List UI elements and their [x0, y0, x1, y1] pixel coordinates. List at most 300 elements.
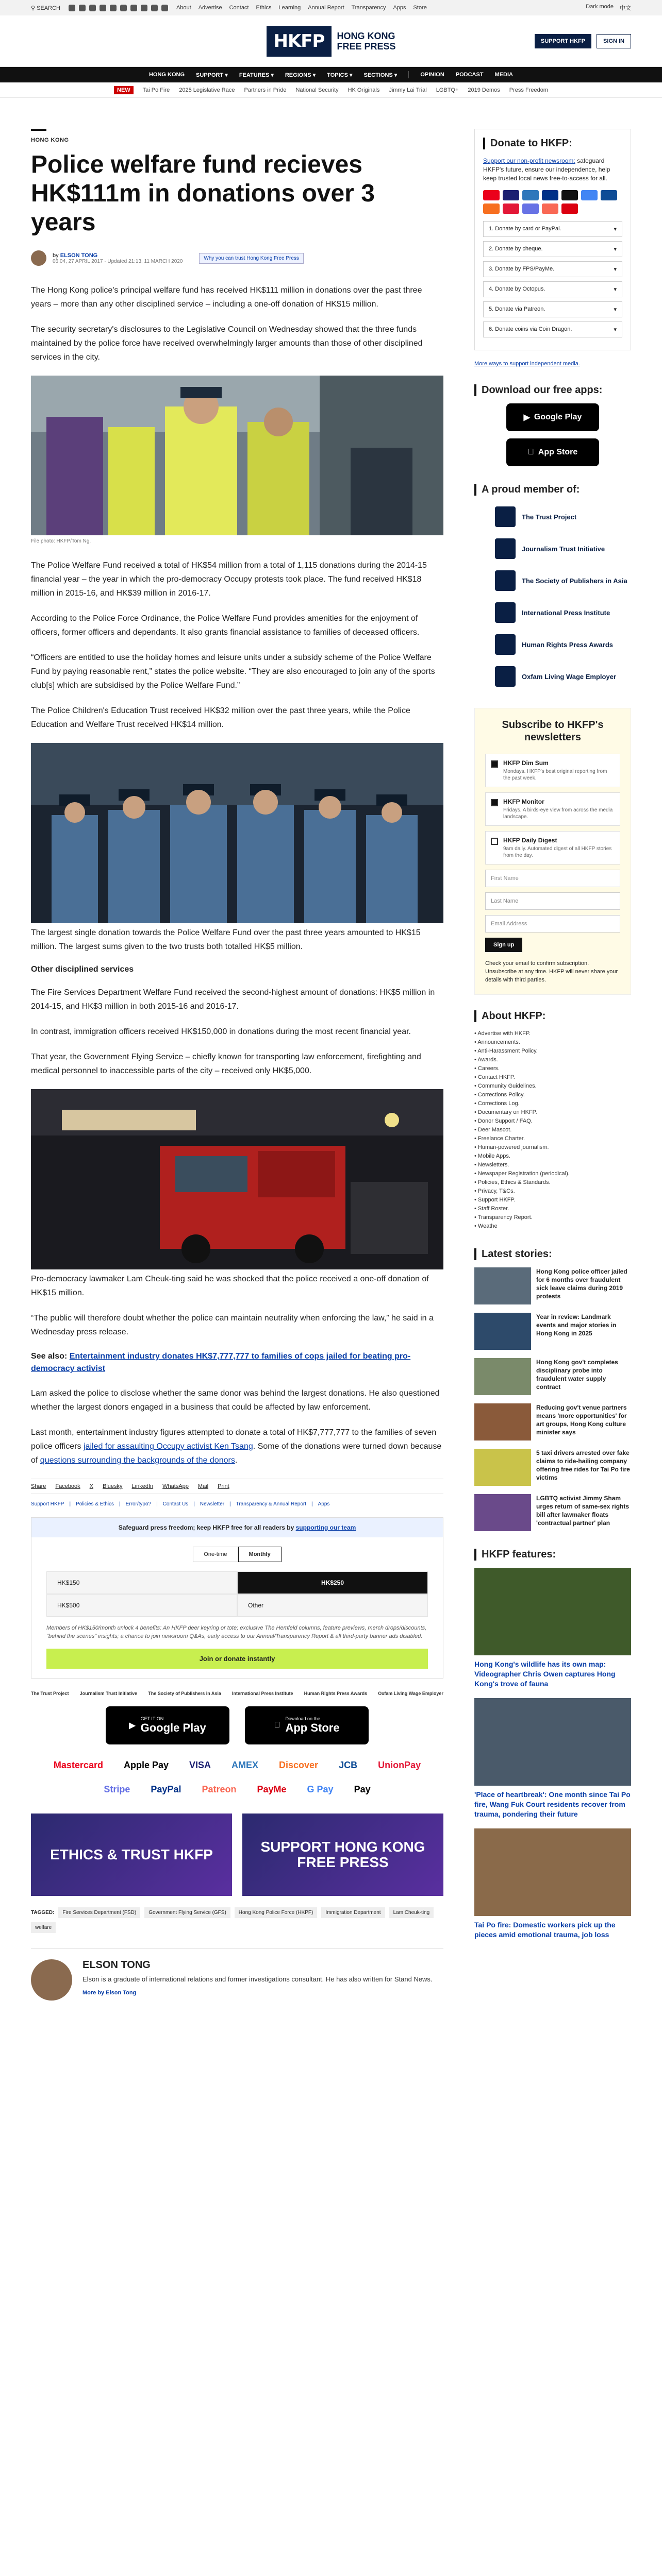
story-title[interactable]: 5 taxi drivers arrested over fake claims to ride-hailing company offering free rides for Tai Po fire victims — [536, 1449, 630, 1481]
article-paragraph: Lam asked the police to disclose whether the same donor was behind the largest donations. He also questioned whether the largest donors engaged in a business that could be affected by law enforcement. — [31, 1389, 440, 1412]
share-link[interactable]: WhatsApp — [162, 1483, 189, 1489]
support-hkfp-banner[interactable]: SUPPORT HONG KONG FREE PRESS — [242, 1814, 443, 1896]
newsletter-checkbox[interactable] — [491, 799, 498, 806]
share-link[interactable]: Bluesky — [103, 1483, 123, 1489]
amount-option[interactable]: HK$150 — [46, 1571, 237, 1594]
tag-link[interactable]: Fire Services Department (FSD) — [58, 1907, 140, 1918]
member-name: The Society of Publishers in Asia — [522, 577, 627, 585]
logo-line-2: FREE PRESS — [337, 41, 396, 52]
about-link[interactable]: • Freelance Charter. — [474, 1134, 631, 1143]
latest-stories — [474, 1267, 631, 1531]
jcb-icon — [601, 190, 617, 200]
bluesky-icon[interactable] — [151, 5, 158, 11]
about-link[interactable]: • Awards. — [474, 1056, 631, 1064]
author-box-name[interactable]: ELSON TONG — [82, 1959, 151, 1971]
trending-bar — [0, 82, 662, 98]
donation-method-label: 4. Donate by Octopus. — [489, 286, 545, 292]
nav-item[interactable]: MEDIA — [494, 72, 513, 78]
donation-method[interactable] — [483, 221, 622, 237]
donation-method[interactable] — [483, 261, 622, 277]
trust-link[interactable]: Why you can trust Hong Kong Free Press — [199, 253, 304, 264]
telegram-icon[interactable] — [130, 5, 137, 11]
fire-engine-photo — [31, 1089, 443, 1269]
partner-logo[interactable]: The Trust Project — [31, 1691, 69, 1696]
see-also-label: See also: — [31, 1352, 68, 1361]
email-input[interactable]: Email Address — [485, 915, 620, 933]
trending-link[interactable]: 2025 Legislative Race — [179, 87, 235, 93]
donate-text — [483, 157, 622, 183]
partner-logo[interactable]: The Society of Publishers in Asia — [148, 1691, 221, 1696]
one-time-option[interactable]: One-time — [193, 1547, 238, 1562]
share-link[interactable]: X — [89, 1483, 94, 1489]
top-utility-bar — [0, 0, 662, 15]
threads-icon[interactable] — [100, 5, 106, 11]
nav-item[interactable]: HONG KONG — [148, 72, 185, 78]
about-link[interactable]: • Newsletters. — [474, 1161, 631, 1170]
trending-link[interactable]: Jimmy Lai Trial — [389, 87, 427, 93]
trending-link[interactable]: LGBTQ+ — [436, 87, 459, 93]
partner-logos — [31, 1691, 443, 1696]
latest-heading: Latest stories: — [474, 1248, 631, 1260]
tag-link[interactable]: Immigration Department — [321, 1907, 385, 1918]
member-name: Human Rights Press Awards — [522, 640, 613, 649]
logo-mark: HKFP — [267, 26, 332, 57]
donation-methods — [483, 221, 622, 337]
trending-link[interactable]: Partners in Pride — [244, 87, 287, 93]
tags-label: TAGGED: — [31, 1910, 55, 1916]
chevron-down-icon: ▾ — [614, 286, 617, 293]
tag-link[interactable]: Government Flying Service (GFS) — [144, 1907, 230, 1918]
payment-logo: Discover — [279, 1760, 319, 1770]
amex-icon — [522, 190, 539, 200]
topbar-link[interactable]: Learning — [278, 5, 301, 11]
byline: by ELSON TONG 06:04, 27 APRIL 2017 · Updated 21:13, 11 MARCH 2020 Why you can trust Hong Kong Free Press — [31, 250, 443, 266]
more-ways-link[interactable]: More ways to support independent media. — [474, 361, 580, 367]
about-link[interactable]: • Human-powered journalism. — [474, 1143, 631, 1152]
chevron-down-icon: ▾ — [614, 307, 617, 313]
member-name: The Trust Project — [522, 513, 577, 521]
payment-logo: AMEX — [231, 1760, 259, 1770]
link-divider: | — [119, 1501, 121, 1507]
member-logo[interactable] — [474, 663, 631, 690]
paragraph-text: . Some of the donations were turned down because of — [31, 1442, 442, 1465]
article-paragraph: “Officers are entitled to use the holiday homes and leisure units under a subsidy scheme of the Police Welfare Fund by paying reasonable rent,” states the police website. “They are also encouraged to join any of the sports club[s] which are subsidised by the Police Welfare Fund.” — [31, 653, 435, 690]
first-name-input[interactable]: First Name — [485, 870, 620, 887]
updated-date: Updated 21:13, 11 MARCH 2020 — [107, 258, 183, 264]
about-link[interactable]: • Documentary on HKFP. — [474, 1108, 631, 1117]
about-link[interactable]: • Donor Support / FAQ. — [474, 1117, 631, 1126]
topbar-link[interactable]: Contact — [229, 5, 249, 11]
about-link[interactable]: • Community Guidelines. — [474, 1082, 631, 1091]
apple-icon — [528, 448, 534, 457]
facebook-icon[interactable] — [69, 5, 75, 11]
amount-options — [46, 1571, 428, 1617]
member-name: Journalism Trust Initiative — [522, 545, 605, 553]
share-link[interactable]: Print — [218, 1483, 229, 1489]
donation-method[interactable] — [483, 301, 622, 317]
newsletter-name: HKFP Daily Digest — [503, 837, 557, 844]
newsletter-option[interactable] — [485, 831, 620, 865]
features-list — [474, 1568, 631, 1940]
newsletter-desc: Mondays. HKFP's best original reporting from the past week. — [503, 769, 607, 781]
payment-logo: PayPal — [151, 1784, 181, 1794]
trending-link[interactable]: Press Freedom — [509, 87, 548, 93]
article-photo-2 — [31, 743, 443, 903]
about-link[interactable]: • Transparency Report. — [474, 1213, 631, 1222]
see-also — [31, 1350, 443, 1375]
newsletter-option[interactable] — [485, 754, 620, 787]
share-link[interactable]: Facebook — [55, 1483, 80, 1489]
police-ranks-photo — [31, 743, 443, 923]
story-thumbnail[interactable] — [474, 1267, 531, 1304]
about-link[interactable]: • Weathe — [474, 1222, 631, 1231]
nav-item[interactable]: TOPICS ▾ — [327, 72, 353, 78]
story-title[interactable]: LGBTQ activist Jimmy Sham urges return of same-sex rights bill after lawmaker floats 'contractual partner' plan — [536, 1495, 630, 1527]
badge-small-text: Download on the — [282, 1716, 317, 1721]
article-paragraph: The Fire Services Department Welfare Fund received the second-highest amount of donations: HK$5 million in 2014-15, and HK$3 million in both 2015-16 and 2016-17. — [31, 988, 435, 1011]
about-link[interactable]: • Contact HKFP. — [474, 1073, 631, 1082]
paragraph-text: . — [235, 1456, 238, 1465]
support-link[interactable]: Newsletter — [200, 1501, 225, 1507]
sign-up-button[interactable]: Sign up — [485, 938, 522, 952]
partner-logo[interactable]: Human Rights Press Awards — [304, 1691, 368, 1696]
member-logo-icon — [495, 602, 516, 623]
newsletter-fineprint: Check your email to confirm subscription. Unsubscribe at any time. HKFP will never share your details with third parties. — [485, 960, 618, 983]
story-thumbnail[interactable] — [474, 1358, 531, 1395]
nav-item[interactable]: SECTIONS ▾ — [363, 72, 398, 78]
latest-story[interactable] — [474, 1449, 631, 1486]
nonprofit-link[interactable]: Support our non-profit newsroom: — [483, 157, 575, 164]
nav-separator — [408, 71, 409, 78]
donate-text-body: safeguard HKFP's future, ensure our independence, help keep trusted local news free-to-access for all. — [483, 157, 610, 182]
link-divider: | — [229, 1501, 231, 1507]
topbar-link[interactable]: Advertise — [198, 5, 222, 11]
article-paragraph: According to the Police Force Ordinance, the Police Welfare Fund provides amenities for the enjoyment of officers, former officers and dependants. It also grants financial assistance to families of deceased officers. — [31, 614, 420, 637]
about-link[interactable]: • Policies, Ethics & Standards. — [474, 1178, 631, 1187]
new-badge: NEW — [114, 86, 134, 94]
about-link[interactable]: • Staff Roster. — [474, 1205, 631, 1213]
mail-icon[interactable] — [161, 5, 168, 11]
visa-icon — [503, 190, 519, 200]
trending-link[interactable]: Tai Po Fire — [142, 87, 170, 93]
article-paragraph: The Hong Kong police's principal welfare fund has received HK$111 million in donations over the past three years – more than any other disciplined service – including a one-off donation of HK$15 million. — [31, 286, 422, 309]
member-logo-icon — [495, 506, 516, 527]
member-logo-icon — [495, 666, 516, 687]
story-thumbnail[interactable] — [474, 1449, 531, 1486]
share-bar — [31, 1479, 443, 1494]
article-photo-3 — [31, 1089, 443, 1249]
feature-image[interactable] — [474, 1828, 631, 1916]
link-divider: | — [156, 1501, 158, 1507]
topbar-link[interactable]: About — [176, 5, 191, 11]
main-nav — [0, 67, 662, 82]
site-logo[interactable] — [267, 26, 396, 57]
donation-method-label: 1. Donate by card or PayPal. — [489, 226, 561, 232]
article-paragraph-last — [31, 1426, 443, 1467]
feature-story[interactable] — [474, 1828, 631, 1940]
chevron-down-icon: ▾ — [614, 266, 617, 273]
nav-item[interactable]: FEATURES ▾ — [239, 72, 274, 78]
instagram-icon[interactable] — [89, 5, 96, 11]
dark-mode-toggle[interactable]: Dark mode — [586, 4, 614, 10]
linkedin-icon[interactable] — [120, 5, 127, 11]
byline-prefix: by — [53, 252, 59, 259]
latest-story[interactable] — [474, 1403, 631, 1440]
about-heading: About HKFP: — [474, 1010, 631, 1022]
about-link[interactable]: • Anti-Harassment Policy. — [474, 1047, 631, 1056]
support-link[interactable]: Apps — [318, 1501, 330, 1507]
donate-heading: Donate to HKFP: — [483, 138, 622, 149]
more-by-author-link[interactable]: More by Elson Tong — [82, 1990, 137, 1996]
newsletter-option[interactable] — [485, 792, 620, 826]
donor-questions-link[interactable]: questions surrounding the backgrounds of the donors — [40, 1456, 235, 1465]
feature-title[interactable]: Hong Kong's wildlife has its own map: Videographer Chris Owen captures Hong Kong's trove of fauna — [474, 1660, 616, 1688]
partner-logo[interactable]: International Press Institute — [232, 1691, 293, 1696]
member-benefits-note: Members of HK$150/month unlock 4 benefits: An HKFP deer keyring or tote; exclusive The Hemfeld columns, feature previews, merch drops/discounts, "behind the scenes" insights; a chance to join newsroom Q&As, early access to our Annual/Transparency Report & all third-party banner ads disabled. — [46, 1625, 427, 1639]
payment-logo: UnionPay — [378, 1760, 421, 1770]
story-thumbnail[interactable] — [474, 1403, 531, 1440]
author-box-avatar[interactable] — [31, 1959, 72, 2001]
police-officers-photo — [31, 376, 443, 535]
tag-link[interactable]: Hong Kong Police Force (HKPF) — [235, 1907, 318, 1918]
topbar-link[interactable]: Store — [413, 5, 427, 11]
about-link[interactable]: • Deer Mascot. — [474, 1126, 631, 1134]
donation-method-label: 3. Donate by FPS/PayMe. — [489, 266, 555, 272]
support-link[interactable]: Policies & Ethics — [76, 1501, 114, 1507]
about-link[interactable]: • Careers. — [474, 1064, 631, 1073]
newsletter-checkbox[interactable] — [491, 838, 498, 845]
apple-icon — [274, 1721, 280, 1730]
nav-item[interactable]: REGIONS ▾ — [285, 72, 316, 78]
latest-story[interactable] — [474, 1313, 631, 1350]
occupy-link[interactable]: jailed for assaulting Occupy activist Ken Tsang — [83, 1442, 253, 1451]
google-play-badge[interactable] — [106, 1706, 229, 1744]
about-link[interactable]: • Corrections Log. — [474, 1099, 631, 1108]
about-link[interactable]: • Support HKFP. — [474, 1196, 631, 1205]
support-link[interactable]: Contact Us — [162, 1501, 189, 1507]
author-box — [31, 1948, 443, 2001]
join-donate-button[interactable]: Join or donate instantly — [46, 1649, 428, 1669]
apps-heading: Download our free apps: — [474, 384, 631, 396]
youtube-icon[interactable] — [110, 5, 117, 11]
promo-banners — [31, 1814, 443, 1896]
amount-option-selected[interactable]: HK$250 — [237, 1571, 428, 1594]
article-paragraph: In contrast, immigration officers received HK$150,000 in donations during the most recent financial year. — [31, 1027, 411, 1036]
article-paragraph: The Police Welfare Fund received a total of HK$54 million from a total of 1,115 donations during the 2014-15 financial year – the year in which the pro-democracy Occupy protests took place. The fund received HK$18 million in 2015-16, and HK$39 million in 2016-17. — [31, 561, 427, 598]
newsletter-heading: Subscribe to HKFP's newsletters — [502, 719, 604, 743]
search-link[interactable]: ⚲ SEARCH — [31, 5, 60, 11]
photo-caption-1: File photo: HKFP/Tom Ng. — [31, 538, 91, 544]
trending-link[interactable]: HK Originals — [347, 87, 380, 93]
about-link[interactable]: • Mobile Apps. — [474, 1152, 631, 1161]
x-icon[interactable] — [79, 5, 86, 11]
payme-icon — [561, 204, 578, 214]
rss-icon[interactable] — [141, 5, 147, 11]
story-thumbnail[interactable] — [474, 1313, 531, 1350]
mastercard-icon — [483, 190, 500, 200]
donation-method-label: 5. Donate via Patreon. — [489, 306, 545, 312]
badge-small-text: GET IT ON — [140, 1716, 164, 1721]
google-pay-icon — [581, 190, 598, 200]
sign-in-button[interactable]: SIGN IN — [597, 34, 631, 48]
payment-logos — [41, 1757, 433, 1798]
author-box-bio: Elson is a graduate of international relations and former investigations consultant. He has also written for Stand News. — [82, 1975, 433, 1983]
donate-banner-text: Safeguard press freedom; keep HKFP free for all readers by — [118, 1524, 294, 1531]
donate-banner — [31, 1518, 443, 1537]
topbar-link[interactable]: Transparency — [351, 5, 386, 11]
payment-logo: Patreon — [202, 1784, 237, 1794]
app-store-badge[interactable] — [245, 1706, 369, 1744]
monthly-option[interactable]: Monthly — [238, 1547, 282, 1562]
author-avatar[interactable] — [31, 250, 46, 266]
payment-logo: Mastercard — [53, 1760, 103, 1770]
payment-logo: Stripe — [104, 1784, 130, 1794]
sidebar — [474, 129, 631, 2001]
article-paragraph: The largest single donation towards the Police Welfare Fund over the past three years amounted to HK$15 million. The largest sums given to the two trusts both totalled HK$5 million. — [31, 928, 421, 951]
support-link[interactable]: Transparency & Annual Report — [236, 1501, 307, 1507]
patreon-icon — [542, 204, 558, 214]
about-link[interactable]: • Privacy, T&Cs. — [474, 1187, 631, 1196]
topbar-link[interactable]: Ethics — [256, 5, 272, 11]
subheading: Other disciplined services — [31, 965, 134, 974]
donation-method-label: 2. Donate by cheque. — [489, 246, 543, 252]
stripe-icon — [522, 204, 539, 214]
newsletter-desc: Fridays. A birds-eye view from across the media landscape. — [503, 807, 613, 820]
support-hkfp-button[interactable]: SUPPORT HKFP — [535, 34, 591, 48]
donation-method[interactable] — [483, 241, 622, 257]
about-link[interactable]: • Newspaper Registration (periodical). — [474, 1170, 631, 1178]
payment-logo: G Pay — [307, 1784, 334, 1794]
payment-logo: PayMe — [257, 1784, 287, 1794]
amount-option[interactable]: HK$500 — [46, 1594, 237, 1617]
member-logo[interactable] — [474, 567, 631, 595]
topbar-link[interactable]: Apps — [393, 5, 406, 11]
newsletter-checkbox[interactable] — [491, 760, 498, 768]
member-logo[interactable] — [474, 631, 631, 658]
article-paragraph: That year, the Government Flying Service – chiefly known for transporting law enforcement, firefighting and medical personnel to inaccessible parts of the city – received only HK$5,000. — [31, 1053, 421, 1075]
nav-item[interactable]: OPINION — [420, 72, 444, 78]
logo-line-1: HONG KONG — [337, 30, 395, 41]
member-logo-icon — [495, 634, 516, 655]
last-name-input[interactable]: Last Name — [485, 892, 620, 910]
trending-link[interactable]: 2019 Demos — [468, 87, 500, 93]
feature-image[interactable] — [474, 1568, 631, 1655]
support-link[interactable]: Error/typo? — [125, 1501, 152, 1507]
story-thumbnail[interactable] — [474, 1494, 531, 1531]
story-title[interactable]: Reducing gov't venue partners means 'more opportunities' for art groups, Hong Kong culture minister says — [536, 1404, 627, 1436]
article-paragraph: “The public will therefore doubt whether the police can maintain neutrality when enforcing the law,” he said in a Wednesday press release. — [31, 1314, 434, 1336]
member-logo[interactable] — [474, 535, 631, 563]
article-paragraph: Pro-democracy lawmaker Lam Cheuk-ting said he was shocked that the police received a one-off donation of HK$15 million. — [31, 1275, 429, 1297]
link-divider: | — [193, 1501, 195, 1507]
share-link[interactable]: LinkedIn — [131, 1483, 154, 1489]
member-name: International Press Institute — [522, 608, 610, 617]
member-logo-icon — [495, 570, 516, 591]
site-header — [0, 15, 662, 67]
share-link[interactable]: Mail — [197, 1483, 209, 1489]
amount-option-other[interactable]: Other — [237, 1594, 428, 1617]
about-list — [474, 1029, 631, 1231]
discover-icon — [483, 204, 500, 214]
social-icons — [69, 5, 168, 11]
donation-method-label: 6. Donate coins via Coin Dragon. — [489, 326, 572, 332]
donation-method[interactable] — [483, 321, 622, 337]
sidebar-app-store[interactable] — [506, 438, 599, 466]
author-name-link[interactable]: ELSON TONG — [60, 252, 98, 259]
support-links — [31, 1501, 443, 1507]
app-store-badges — [31, 1706, 443, 1744]
see-also-link[interactable]: Entertainment industry donates HK$7,777,777 to families of cops jailed for beating pro-democracy activist — [31, 1352, 411, 1373]
donation-widget — [31, 1517, 443, 1679]
newsletter-name: HKFP Monitor — [503, 798, 544, 805]
feature-image[interactable] — [474, 1698, 631, 1786]
tag-link[interactable]: welfare — [31, 1922, 56, 1933]
feature-title[interactable]: Tai Po fire: Domestic workers pick up the pieces amid emotional trauma, job loss — [474, 1921, 616, 1939]
about-link[interactable]: • Corrections Policy. — [474, 1091, 631, 1099]
member-heading: A proud member of: — [474, 484, 631, 496]
feature-story[interactable] — [474, 1568, 631, 1689]
tag-link[interactable]: Lam Cheuk-ting — [389, 1907, 434, 1918]
sidebar-google-play[interactable] — [506, 403, 599, 431]
article — [31, 129, 443, 2001]
support-team-link[interactable]: supporting our team — [295, 1524, 356, 1531]
member-name: Oxfam Living Wage Employer — [522, 672, 617, 681]
article-paragraph: The Police Children's Education Trust received HK$32 million over the past three years, while the Police Education and Welfare Trust received HK$14 million. — [31, 706, 410, 729]
link-divider: | — [69, 1501, 71, 1507]
member-logo[interactable] — [474, 599, 631, 626]
partner-logo[interactable]: Oxfam Living Wage Employer — [378, 1691, 443, 1696]
member-logos — [474, 503, 631, 690]
feature-story[interactable] — [474, 1698, 631, 1819]
trending-link[interactable]: National Security — [295, 87, 339, 93]
badge-text: App Store — [535, 448, 575, 456]
donation-method[interactable] — [483, 281, 622, 297]
card-logos — [483, 190, 622, 214]
nav-item[interactable]: SUPPORT ▾ — [196, 72, 228, 78]
nav-item[interactable]: PODCAST — [455, 72, 484, 78]
latest-story[interactable] — [474, 1267, 631, 1304]
payment-logo: Pay — [354, 1784, 371, 1794]
feature-title[interactable]: 'Place of heartbreak': One month since Tai Po fire, Wang Fuk Court residents recover from trauma, pondering their future — [474, 1790, 631, 1818]
donate-widget-sidebar — [474, 129, 631, 350]
story-title[interactable]: Hong Kong gov't completes disciplinary probe into fraudulent water supply contract — [536, 1359, 618, 1391]
chinese-language-link[interactable]: 中文 — [620, 5, 631, 11]
frequency-toggle — [31, 1547, 443, 1562]
article-kicker[interactable]: HONG KONG — [31, 137, 69, 143]
about-link[interactable]: • Announcements. — [474, 1038, 631, 1047]
paragraph-text: Last month, entertainment industry figures attempted to donate a total of HK$7,777,777 to the families of seven police officers — [31, 1428, 437, 1451]
story-title[interactable]: Hong Kong police officer jailed for 6 months over fraudulent sick leave claims during 2019 protests — [536, 1268, 627, 1300]
newsletter-name: HKFP Dim Sum — [503, 759, 549, 767]
about-link[interactable]: • Advertise with HKFP. — [474, 1029, 631, 1038]
member-logo-icon — [495, 538, 516, 559]
payment-logo: Apple Pay — [123, 1760, 169, 1770]
latest-story[interactable] — [474, 1358, 631, 1395]
features-heading: HKFP features: — [474, 1549, 631, 1561]
latest-story[interactable] — [474, 1494, 631, 1531]
partner-logo[interactable]: Journalism Trust Initiative — [79, 1691, 138, 1696]
story-title[interactable]: Year in review: Landmark events and major stories in Hong Kong in 2025 — [536, 1313, 617, 1337]
chevron-down-icon: ▾ — [614, 246, 617, 252]
google-play-icon: ▶ — [129, 1721, 136, 1730]
topbar-link[interactable]: Annual Report — [308, 5, 344, 11]
badge-big-text: App Store — [282, 1721, 337, 1734]
member-logo[interactable] — [474, 503, 631, 531]
support-link[interactable]: Support HKFP — [31, 1501, 64, 1507]
badge-text: Google Play — [534, 413, 582, 421]
unionpay-icon — [503, 204, 519, 214]
ethics-trust-banner[interactable]: ETHICS & TRUST HKFP — [31, 1814, 232, 1896]
